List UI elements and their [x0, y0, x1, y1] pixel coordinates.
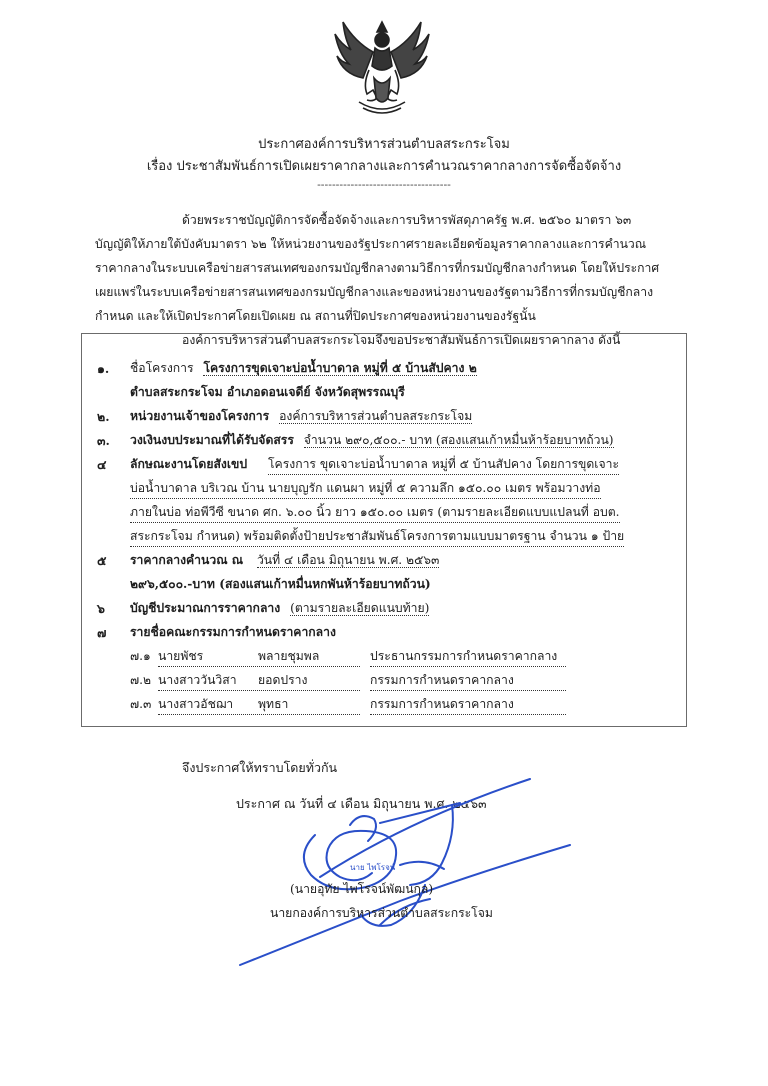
item-5-value: ๒๙๖,๕๐๐.-บาท (สองแสนเก้าหมื่นหกพันห้าร้อยบาทถ้วน): [130, 577, 431, 591]
item-number-6: ๖: [97, 601, 105, 616]
committee-member-3-surname: พุทธา: [258, 697, 289, 711]
item-4-line-4: สระกระโจม กำหนด) พร้อมติดตั้งป้ายประชาสัมพันธ์โครงการตามแบบมาตรฐาน จำนวน ๑ ป้าย: [130, 527, 624, 547]
intro-line-2: บัญญัติให้ภายใต้บังคับมาตรา ๖๒ ให้หน่วยงานของรัฐประกาศรายละเอียดข้อมูลราคากลางและการคำนวณ: [95, 237, 647, 251]
signer-title: นายกองค์การบริหารส่วนตำบลสระกระโจม: [270, 906, 493, 920]
announcement-title: ประกาศองค์การบริหารส่วนตำบลสระกระโจม: [258, 137, 510, 152]
item-1-value-line-2: ตำบลสระกระโจม อำเภอดอนเจดีย์ จังหวัดสุพรรณบุรี: [130, 385, 405, 399]
committee-member-1-name-field: [158, 647, 360, 667]
signature-image: [230, 765, 590, 975]
item-3-label: วงเงินงบประมาณที่ได้รับจัดสรร: [130, 433, 294, 447]
announcement-subject: เรื่อง ประชาสัมพันธ์การเปิดเผยราคากลางและการคำนวณราคากลางการจัดซื้อจัดจ้าง: [146, 159, 622, 174]
item-2-label: หน่วยงานเจ้าของโครงการ: [130, 409, 270, 423]
item-3-row: [130, 431, 614, 450]
committee-member-2-no: ๗.๒: [130, 673, 152, 687]
intro-line-4: เผยแพร่ในระบบเครือข่ายสารสนเทศของกรมบัญชีกลางและของหน่วยงานของรัฐตามวิธีการที่กรมบัญชีกลาง: [95, 285, 654, 299]
intro-line-3: ราคากลางในระบบเครือข่ายสารสนเทศของกรมบัญชีกลางตามวิธีการที่กรมบัญชีกลางกำหนด โดยให้ประกาศ: [95, 261, 660, 275]
item-5-label: ราคากลางคำนวณ ณ: [130, 553, 244, 567]
committee-member-2-surname: ยอดปราง: [258, 673, 308, 687]
committee-member-1-surname: พลายชุมพล: [258, 649, 320, 663]
item-7-label: รายชื่อคณะกรรมการกำหนดราคากลาง: [130, 625, 336, 639]
item-number-2: ๒.: [97, 409, 110, 424]
committee-member-3-name-field: [158, 695, 360, 715]
committee-member-2-role: กรรมการกำหนดราคากลาง: [370, 671, 566, 691]
committee-member-3-no: ๗.๓: [130, 697, 152, 711]
item-number-7: ๗: [97, 625, 107, 640]
committee-member-3-role: กรรมการกำหนดราคากลาง: [370, 695, 566, 715]
item-4-line-3: ภายในบ่อ ท่อพีวีซี ขนาด ศก. ๖.๐๐ นิ้ว ยาว ๑๕๐.๐๐ เมตร (ตามรายละเอียดแบบแปลนที่ อบต.: [130, 503, 620, 523]
item-2-row: [130, 407, 472, 426]
intro-line-6: องค์การบริหารส่วนตำบลสระกระโจมจึงขอประชาสัมพันธ์การเปิดเผยราคากลาง ดังนี้: [182, 333, 621, 347]
signer-name: (นายอุทัย ไพโรจน์พัฒนกุล): [290, 882, 434, 896]
intro-line-1: ด้วยพระราชบัญญัติการจัดซื้อจัดจ้างและการบริหารพัสดุภาครัฐ พ.ศ. ๒๕๖๐ มาตรา ๖๓: [182, 213, 632, 227]
item-number-1: ๑.: [97, 361, 110, 376]
closing-notice: จึงประกาศให้ทราบโดยทั่วกัน: [182, 760, 338, 775]
item-5-date: วันที่ ๔ เดือน มิถุนายน พ.ศ. ๒๕๖๓: [256, 553, 440, 567]
item-4-line-2: บ่อน้ำบาดาล บริเวณ บ้าน นายบุญรัก แดนผา หมู่ที่ ๕ ความลึก ๑๕๐.๐๐ เมตร พร้อมวางท่อ: [130, 479, 601, 499]
committee-member-1-role: ประธานกรรมการกำหนดราคากลาง: [370, 647, 566, 667]
intro-line-5: กำหนด และให้เปิดประกาศโดยเปิดเผย ณ สถานที่ปิดประกาศของหน่วยงานของรัฐนั้น: [95, 309, 536, 323]
announcement-date: ประกาศ ณ วันที่ ๔ เดือน มิถุนายน พ.ศ. ๒๕๖๓: [236, 796, 487, 811]
committee-member-1-no: ๗.๑: [130, 649, 151, 663]
item-4-line-1: โครงการ ขุดเจาะบ่อน้ำบาดาล หมู่ที่ ๕ บ้านสัปคาง โดยการขุดเจาะ: [268, 455, 619, 475]
item-5-row: [130, 551, 439, 570]
item-number-5: ๕: [97, 553, 107, 568]
item-number-3: ๓.: [97, 433, 110, 448]
item-6-label: บัญชีประมาณการราคากลาง: [130, 601, 281, 615]
separator-line: ------------------------------------: [317, 178, 451, 191]
item-6-row: [130, 599, 429, 618]
committee-member-3-name: นางสาวอัชฌา: [158, 697, 234, 711]
item-6-value: (ตามรายละเอียดแนบท้าย): [290, 601, 430, 615]
garuda-emblem-icon: [329, 18, 435, 118]
item-1-value: โครงการขุดเจาะบ่อน้ำบาดาล หมู่ที่ ๕ บ้านสัปคาง ๒: [203, 361, 477, 375]
committee-member-2-name-field: [158, 671, 360, 691]
item-1-row: [130, 359, 477, 378]
committee-member-2-name: นางสาววันวิสา: [158, 673, 237, 687]
svg-text:นาย ไพโรจน์: นาย ไพโรจน์: [350, 863, 396, 872]
item-number-4: ๔: [97, 457, 107, 472]
committee-member-1-name: นายพัชร: [158, 649, 204, 663]
item-3-value: จำนวน ๒๙๐,๕๐๐.- บาท (สองแสนเก้าหมื่นห้าร้อยบาทถ้วน): [303, 433, 614, 447]
item-2-value: องค์การบริหารส่วนตำบลสระกระโจม: [279, 409, 473, 423]
item-1-label: ชื่อโครงการ: [130, 361, 194, 375]
item-4-label: ลักษณะงานโดยสังเขป: [130, 457, 248, 471]
